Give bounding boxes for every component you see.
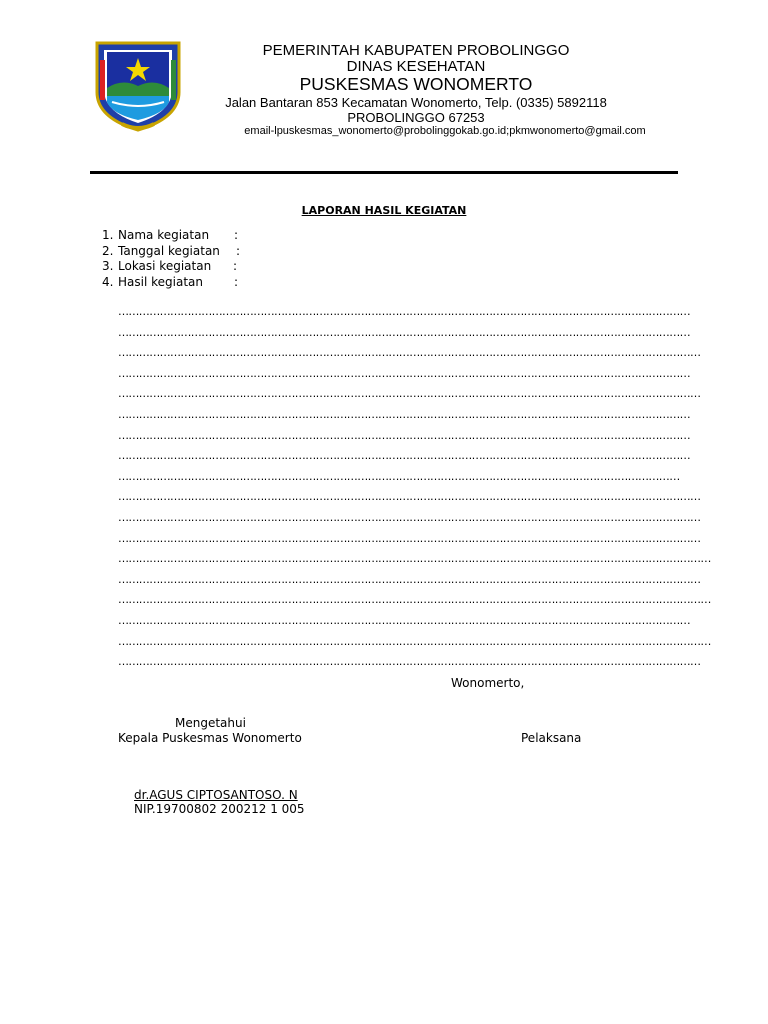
field-colon: :	[234, 274, 239, 289]
dotted-line: …………………………………………………………………………………………………………………………………………………	[118, 366, 691, 380]
result-dotted-lines	[118, 305, 711, 676]
field-number: 4.	[102, 274, 114, 289]
dotted-line: ………………………………………………………………………………………………………………………………………………………	[118, 634, 711, 648]
dotted-line: ……………………………………………………………………………………………………………………………………………………	[118, 531, 701, 545]
dotted-line: ……………………………………………………………………………………………………………………………………………………	[118, 490, 701, 504]
dotted-line: …………………………………………………………………………………………………………………………………………………	[118, 449, 691, 463]
report-fields	[102, 228, 362, 290]
dotted-line: ……………………………………………………………………………………………………………………………………………………	[118, 572, 701, 586]
dotted-line: ……………………………………………………………………………………………………………………………………………………	[118, 346, 701, 360]
signatory-nip: NIP.19700802 200212 1 005	[134, 802, 305, 816]
email-line: email-lpuskesmas_wonomerto@probolinggokab.go.id;pkmwonomerto@gmail.com	[244, 125, 646, 137]
acknowledge-label: Mengetahui	[175, 716, 246, 730]
field-colon: :	[233, 259, 238, 273]
field-activity-name	[102, 228, 362, 244]
report-title: LAPORAN HASIL KEGIATAN	[301, 204, 467, 217]
field-label: Nama kegiatan	[118, 228, 210, 242]
field-number: 3.	[102, 259, 114, 273]
dotted-line: …………………………………………………………………………………………………………………………………………………	[118, 428, 691, 442]
field-label: Hasil kegiatan	[118, 274, 203, 289]
field-number: 1.	[102, 228, 114, 242]
field-label: Tanggal kegiatan	[118, 243, 220, 258]
dotted-line: ……………………………………………………………………………………………………………………………………………………	[118, 655, 701, 669]
address-line: Jalan Bantaran 853 Kecamatan Wonomerto, Telp. (0335) 5892118	[225, 95, 607, 110]
government-name: PEMERINTAH KABUPATEN PROBOLINGGO	[262, 42, 570, 59]
dotted-line: …………………………………………………………………………………………………………………………………………………	[118, 325, 691, 339]
field-colon: :	[236, 243, 241, 258]
field-activity-date	[102, 244, 362, 260]
field-activity-location	[102, 259, 362, 275]
executor-role: Pelaksana	[521, 731, 582, 745]
dotted-line: …………………………………………………………………………………………………………………………………………………	[118, 407, 691, 421]
dotted-line: …………………………………………………………………………………………………………………………………………………	[118, 613, 691, 627]
field-number: 2.	[102, 243, 114, 258]
field-activity-result	[102, 275, 362, 291]
dotted-line: ……………………………………………………………………………………………………………………………………………………	[118, 387, 701, 401]
dotted-line: ………………………………………………………………………………………………………………………………………………………	[118, 552, 711, 566]
institution-name: PUSKESMAS WONOMERTO	[299, 74, 533, 94]
head-role: Kepala Puskesmas Wonomerto	[118, 731, 302, 745]
letterhead-divider	[90, 171, 678, 174]
dotted-line: ………………………………………………………………………………………………………………………………………………	[118, 469, 680, 483]
field-label: Lokasi kegiatan	[118, 259, 212, 273]
city-postal-line: PROBOLINGGO 67253	[347, 110, 485, 125]
dotted-line: ………………………………………………………………………………………………………………………………………………………	[118, 593, 711, 607]
dotted-line: ……………………………………………………………………………………………………………………………………………………	[118, 510, 701, 524]
dotted-line: …………………………………………………………………………………………………………………………………………………	[118, 305, 691, 318]
field-colon: :	[234, 228, 239, 242]
signatory-name: dr.AGUS CIPTOSANTOSO. N	[134, 788, 298, 802]
regency-crest-icon	[94, 40, 182, 132]
place-date: Wonomerto,	[451, 676, 525, 690]
department-name: DINAS KESEHATAN	[346, 58, 486, 75]
